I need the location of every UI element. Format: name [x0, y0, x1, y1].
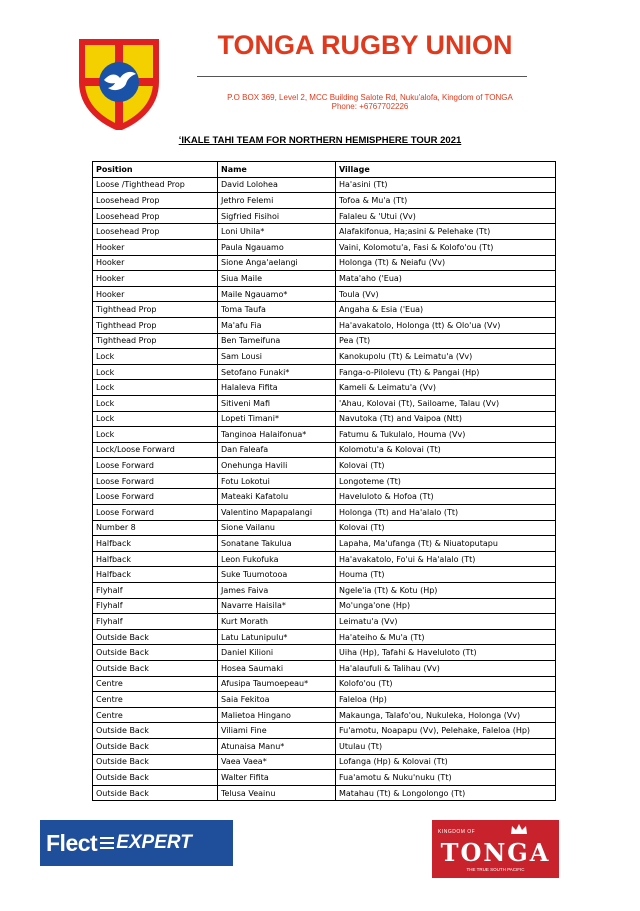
cell-position: Outside Back: [93, 645, 218, 661]
org-address: [190, 93, 550, 111]
cell-name: Mateaki Kafatolu: [218, 489, 336, 505]
cell-position: Halfback: [93, 551, 218, 567]
cell-name: Leon Fukofuka: [218, 551, 336, 567]
expert-word: EXPERT: [116, 832, 192, 853]
cell-village: Longoteme (Tt): [336, 473, 556, 489]
table-row: [93, 224, 556, 240]
cell-position: Tighthead Prop: [93, 317, 218, 333]
cell-name: Paula Ngauamo: [218, 239, 336, 255]
cell-village: Ha'avakatolo, Holonga (tt) & Olo'ua (Vv): [336, 317, 556, 333]
table-row: [93, 754, 556, 770]
cell-village: Mo'unga'one (Hp): [336, 598, 556, 614]
cell-position: Loose Forward: [93, 473, 218, 489]
cell-position: Halfback: [93, 567, 218, 583]
cell-village: Ha'alaufuli & Talihau (Vv): [336, 661, 556, 677]
cell-name: Ma'afu Fia: [218, 317, 336, 333]
cell-village: Kameli & Leimatu'a (Vv): [336, 380, 556, 396]
org-name: TONGA RUGBY UNION: [217, 30, 513, 60]
table-row: [93, 645, 556, 661]
header-rule: [197, 76, 527, 77]
table-row: [93, 598, 556, 614]
cell-name: Hosea Saumaki: [218, 661, 336, 677]
cell-position: Outside Back: [93, 661, 218, 677]
table-row: [93, 551, 556, 567]
cell-position: Lock: [93, 411, 218, 427]
cell-name: Navarre Haisila*: [218, 598, 336, 614]
table-row: [93, 193, 556, 209]
cell-village: Falaleu & 'Utui (Vv): [336, 208, 556, 224]
table-header-row: [93, 162, 556, 178]
cell-village: Kanokupolu (Tt) & Leimatu'a (Vv): [336, 349, 556, 365]
cell-position: Centre: [93, 676, 218, 692]
table-row: [93, 333, 556, 349]
table-row: [93, 442, 556, 458]
table-row: [93, 239, 556, 255]
cell-name: Sigfried Fisihoi: [218, 208, 336, 224]
table-row: [93, 349, 556, 365]
cell-village: Ha'asini (Tt): [336, 177, 556, 193]
table-row: [93, 536, 556, 552]
cell-position: Loose /Tighthead Prop: [93, 177, 218, 193]
tonga-rugby-union-logo-icon: [78, 38, 160, 130]
table-row: [93, 520, 556, 536]
cell-name: Vaea Vaea*: [218, 754, 336, 770]
cell-position: Outside Back: [93, 785, 218, 801]
cell-position: Hooker: [93, 239, 218, 255]
column-header-position: Position: [93, 162, 218, 178]
cell-village: Matahau (Tt) & Longolongo (Tt): [336, 785, 556, 801]
cell-name: Atunaisa Manu*: [218, 738, 336, 754]
table-row: [93, 395, 556, 411]
cell-position: Outside Back: [93, 738, 218, 754]
cell-position: Halfback: [93, 536, 218, 552]
table-row: [93, 286, 556, 302]
cell-position: Lock: [93, 349, 218, 365]
cell-village: Lapaha, Ma'ufanga (Tt) & Niuatoputapu: [336, 536, 556, 552]
cell-position: Loose Forward: [93, 505, 218, 521]
table-row: [93, 770, 556, 786]
table-row: [93, 614, 556, 630]
table-row: [93, 661, 556, 677]
cell-position: Flyhalf: [93, 598, 218, 614]
table-row: [93, 692, 556, 708]
address-line: P.O BOX 369, Level 2, MCC Building Salote Rd, Nuku'alofa, Kingdom of TONGA: [227, 93, 513, 102]
cell-village: Fua'amotu & Nuku'nuku (Tt): [336, 770, 556, 786]
table-row: [93, 738, 556, 754]
speed-lines-icon: [100, 834, 114, 852]
cell-village: Faleloa (Hp): [336, 692, 556, 708]
cell-name: Valentino Mapapalangi: [218, 505, 336, 521]
cell-name: Dan Faleafa: [218, 442, 336, 458]
cell-name: Kurt Morath: [218, 614, 336, 630]
cell-name: Walter Fifita: [218, 770, 336, 786]
cell-village: Tofoa & Mu'a (Tt): [336, 193, 556, 209]
cell-position: Flyhalf: [93, 614, 218, 630]
cell-village: Fatumu & Tukulalo, Houma (Vv): [336, 427, 556, 443]
cell-village: Ngele'ia (Tt) & Kotu (Hp): [336, 583, 556, 599]
cell-name: Daniel Kilioni: [218, 645, 336, 661]
crown-icon: [510, 822, 528, 836]
table-row: [93, 567, 556, 583]
cell-name: Saia Fekitoa: [218, 692, 336, 708]
cell-name: Fotu Lokotui: [218, 473, 336, 489]
cell-position: Hooker: [93, 271, 218, 287]
cell-position: Lock: [93, 395, 218, 411]
cell-village: Lofanga (Hp) & Kolovai (Tt): [336, 754, 556, 770]
cell-name: James Faiva: [218, 583, 336, 599]
cell-position: Lock: [93, 380, 218, 396]
tonga-tagline: THE TRUE SOUTH PACIFIC: [466, 867, 525, 872]
cell-village: Kolofo'ou (Tt): [336, 676, 556, 692]
cell-name: Siua Maile: [218, 271, 336, 287]
cell-name: Sione Anga'aelangi: [218, 255, 336, 271]
cell-name: Sonatane Takulua: [218, 536, 336, 552]
cell-name: Ben Tameifuna: [218, 333, 336, 349]
cell-position: Lock/Loose Forward: [93, 442, 218, 458]
cell-name: Latu Latunipulu*: [218, 629, 336, 645]
table-row: [93, 271, 556, 287]
cell-name: Viliami Fine: [218, 723, 336, 739]
cell-village: Toula (Vv): [336, 286, 556, 302]
cell-name: Onehunga Havili: [218, 458, 336, 474]
cell-village: 'Ahau, Kolovai (Tt), Sailoame, Talau (Vv): [336, 395, 556, 411]
cell-name: Afusipa Taumoepeau*: [218, 676, 336, 692]
cell-position: Number 8: [93, 520, 218, 536]
cell-name: David Lolohea: [218, 177, 336, 193]
table-row: [93, 208, 556, 224]
cell-name: Tanginoa Halaifonua*: [218, 427, 336, 443]
cell-village: Uiha (Hp), Tafahi & Haveluloto (Tt): [336, 645, 556, 661]
cell-village: Mata'aho ('Eua): [336, 271, 556, 287]
cell-village: Holonga (Tt) and Ha'alalo (Tt): [336, 505, 556, 521]
table-row: [93, 629, 556, 645]
cell-village: Kolovai (Tt): [336, 458, 556, 474]
cell-position: Outside Back: [93, 629, 218, 645]
document-title: ʻIKALE TAHI TEAM FOR NORTHERN HEMISPHERE TOUR 2021: [178, 135, 462, 146]
table-row: [93, 427, 556, 443]
roster-body: [93, 177, 556, 801]
cell-village: Ha'avakatolo, Fo'ui & Ha'alalo (Tt): [336, 551, 556, 567]
cell-position: Loosehead Prop: [93, 208, 218, 224]
table-row: [93, 177, 556, 193]
flect-expert-logo: [40, 820, 233, 866]
cell-name: Telusa Veainu: [218, 785, 336, 801]
table-row: [93, 458, 556, 474]
cell-village: Kolomotu'a & Kolovai (Tt): [336, 442, 556, 458]
table-row: [93, 707, 556, 723]
cell-village: Holonga (Tt) & Neiafu (Vv): [336, 255, 556, 271]
flect-word: Flect: [46, 829, 98, 856]
table-row: [93, 505, 556, 521]
cell-village: Fanga-o-Pilolevu (Tt) & Pangai (Hp): [336, 364, 556, 380]
phone-line: Phone: +6767702226: [331, 102, 409, 111]
cell-village: Kolovai (Tt): [336, 520, 556, 536]
cell-village: Leimatu'a (Vv): [336, 614, 556, 630]
cell-position: Outside Back: [93, 723, 218, 739]
table-row: [93, 489, 556, 505]
cell-name: Sitiveni Mafi: [218, 395, 336, 411]
cell-village: Utulau (Tt): [336, 738, 556, 754]
table-row: [93, 785, 556, 801]
cell-village: Houma (Tt): [336, 567, 556, 583]
cell-name: Halaleva Fifita: [218, 380, 336, 396]
table-row: [93, 317, 556, 333]
table-row: [93, 302, 556, 318]
table-row: [93, 676, 556, 692]
cell-village: Makaunga, Talafo'ou, Nukuleka, Holonga (Vv): [336, 707, 556, 723]
cell-position: Hooker: [93, 286, 218, 302]
cell-village: Pea (Tt): [336, 333, 556, 349]
cell-position: Lock: [93, 364, 218, 380]
cell-position: Hooker: [93, 255, 218, 271]
table-row: [93, 411, 556, 427]
cell-village: Angaha & Esia ('Eua): [336, 302, 556, 318]
cell-village: Ha'ateiho & Mu'a (Tt): [336, 629, 556, 645]
cell-position: Loosehead Prop: [93, 224, 218, 240]
cell-name: Loni Uhila*: [218, 224, 336, 240]
cell-village: Alafakifonua, Ha;asini & Pelehake (Tt): [336, 224, 556, 240]
table-row: [93, 473, 556, 489]
cell-position: Outside Back: [93, 770, 218, 786]
column-header-village: Village: [336, 162, 556, 178]
cell-position: Tighthead Prop: [93, 302, 218, 318]
cell-name: Maile Ngauamo*: [218, 286, 336, 302]
cell-position: Loosehead Prop: [93, 193, 218, 209]
cell-name: Jethro Felemi: [218, 193, 336, 209]
cell-village: Navutoka (Tt) and Vaipoa (Ntt): [336, 411, 556, 427]
cell-position: Outside Back: [93, 754, 218, 770]
cell-village: Vaini, Kolomotu'a, Fasi & Kolofo'ou (Tt): [336, 239, 556, 255]
cell-name: Malietoa Hingano: [218, 707, 336, 723]
team-roster-table: [92, 161, 556, 801]
cell-village: Fu'amotu, Noapapu (Vv), Pelehake, Faleloa (Hp): [336, 723, 556, 739]
table-row: [93, 255, 556, 271]
cell-name: Suke Tuumotooa: [218, 567, 336, 583]
cell-position: Loose Forward: [93, 489, 218, 505]
cell-position: Centre: [93, 707, 218, 723]
cell-name: Lopeti Timani*: [218, 411, 336, 427]
tonga-word: TONGA: [440, 838, 551, 867]
kingdom-of-label: KINGDOM OF: [438, 829, 476, 835]
cell-position: Flyhalf: [93, 583, 218, 599]
kingdom-of-tonga-logo: [432, 820, 559, 878]
cell-village: Haveluloto & Hofoa (Tt): [336, 489, 556, 505]
cell-position: Tighthead Prop: [93, 333, 218, 349]
cell-name: Toma Taufa: [218, 302, 336, 318]
cell-position: Lock: [93, 427, 218, 443]
column-header-name: Name: [218, 162, 336, 178]
table-row: [93, 723, 556, 739]
cell-name: Sione Vailanu: [218, 520, 336, 536]
cell-name: Sam Lousi: [218, 349, 336, 365]
cell-position: Centre: [93, 692, 218, 708]
table-row: [93, 364, 556, 380]
table-row: [93, 583, 556, 599]
table-row: [93, 380, 556, 396]
cell-name: Setofano Funaki*: [218, 364, 336, 380]
cell-position: Loose Forward: [93, 458, 218, 474]
